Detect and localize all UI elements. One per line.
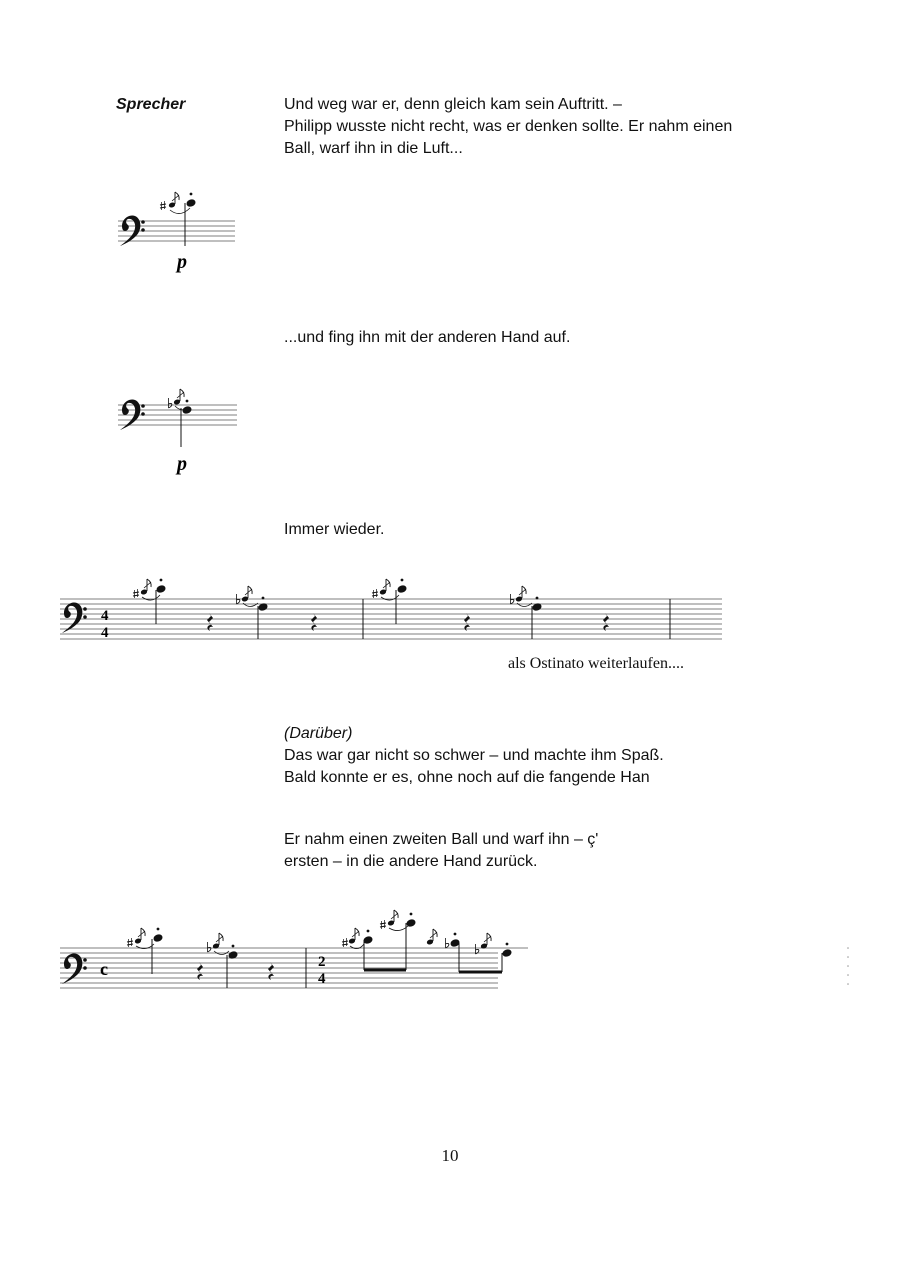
- rest-icon: [197, 962, 203, 980]
- text-line: ...und fing ihn mit der anderen Hand auf.: [284, 329, 571, 346]
- text-line: ersten – in die andere Hand zurück.: [284, 853, 538, 870]
- page-number: 10: [441, 1146, 459, 1165]
- speaker-label: Sprecher: [116, 96, 186, 113]
- dynamic-piano: p: [177, 251, 187, 273]
- dynamic-piano: p: [177, 453, 187, 475]
- text-line: Philipp wusste nicht recht, was er denken sollte. Er nahm einen: [284, 118, 733, 135]
- text-line: Das war gar nicht so schwer – und machte ihm Spaß.: [284, 747, 664, 764]
- time-signature-top: 4: [101, 608, 109, 624]
- common-time-icon: c: [100, 959, 108, 979]
- text-line: Immer wieder.: [284, 521, 385, 538]
- text-line: Er nahm einen zweiten Ball und warf ihn – ç': [284, 831, 599, 848]
- time-signature-top: 2: [318, 954, 326, 970]
- margin-dots: [847, 947, 849, 985]
- text-line: (Darüber): [284, 725, 353, 742]
- time-signature-bottom: 4: [318, 971, 326, 987]
- rest-icon: [603, 613, 609, 631]
- rest-icon: [268, 962, 274, 980]
- bass-clef-icon: [62, 602, 87, 633]
- rest-icon: [311, 613, 317, 631]
- staff-fragment-2: [118, 389, 237, 475]
- staff-fragment-1: [118, 192, 235, 273]
- text-line: Bald konnte er es, ohne noch auf die fangende Han: [284, 769, 650, 786]
- staff-final: [60, 910, 528, 988]
- rest-icon: [207, 613, 213, 631]
- time-signature-bottom: 4: [101, 625, 109, 641]
- text-line: Und weg war er, denn gleich kam sein Auftritt. –: [284, 96, 622, 113]
- staff-ostinato: [60, 579, 722, 641]
- ostinato-instruction: als Ostinato weiterlaufen....: [508, 655, 684, 672]
- rest-icon: [464, 613, 470, 631]
- text-line: Ball, warf ihn in die Luft...: [284, 140, 463, 157]
